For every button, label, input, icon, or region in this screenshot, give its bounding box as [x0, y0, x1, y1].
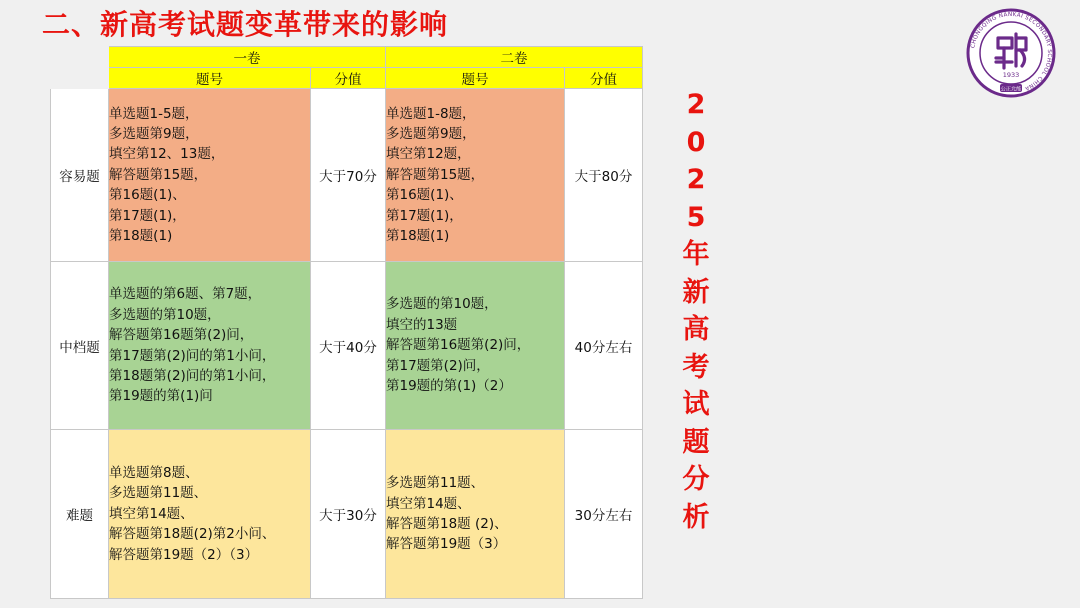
corner-blank — [51, 47, 109, 68]
question-line: 第17题(1)， — [109, 207, 186, 224]
vertical-caption-char: 高 — [682, 314, 710, 345]
question-line: 解答题第19题（2）（3） — [109, 546, 259, 563]
vertical-caption — [680, 86, 712, 536]
question-line: 第16题(1)、 — [109, 187, 186, 204]
header-paper-2: 二卷 — [386, 47, 643, 68]
question-line: 解答题第18题 (2)、 — [386, 516, 508, 532]
question-line: 多选题第9题， — [109, 125, 199, 142]
question-line: 单选题1-5题， — [109, 105, 199, 122]
question-line: 单选题第8题、 — [109, 464, 199, 481]
question-line: 多选题第9题， — [386, 125, 476, 142]
vertical-caption-char: 试 — [682, 389, 710, 420]
question-line: 解答题第19题（3） — [386, 536, 507, 553]
question-line: 第19题的第(1)（2） — [386, 378, 512, 395]
question-line: 解答题第18题(2)第2小问、 — [109, 526, 276, 543]
paper2-questions — [386, 89, 565, 262]
row-label: 容易题 — [51, 89, 109, 262]
paper1-score: 大于30分 — [311, 430, 386, 599]
question-line: 填空的13题 — [386, 316, 458, 333]
exam-comparison-table — [50, 46, 643, 599]
question-line: 第19题的第(1)问 — [109, 388, 213, 405]
vertical-caption-char: 2 — [686, 164, 706, 195]
vertical-caption-char: 题 — [682, 426, 710, 458]
question-line: 第17题第(2)问， — [386, 357, 490, 374]
header-paper-1: 一卷 — [109, 47, 386, 68]
vertical-caption-char: 析 — [682, 501, 710, 533]
vertical-caption-char: 0 — [686, 126, 706, 158]
question-line: 第18题第(2)问的第1小问， — [109, 367, 276, 384]
paper1-questions — [109, 89, 311, 262]
question-line: 第18题(1) — [386, 228, 450, 245]
paper2-score: 大于80分 — [565, 89, 643, 262]
question-line: 第17题第(2)问的第1小问， — [109, 347, 276, 364]
question-line: 解答题第16题第(2)问， — [386, 337, 531, 354]
question-line: 第18题(1) — [109, 228, 173, 245]
question-line: 解答题第15题， — [386, 166, 485, 183]
header-question-2: 题号 — [386, 68, 565, 89]
vertical-caption-char: 新 — [682, 276, 710, 308]
question-line: 填空第14题、 — [386, 495, 471, 512]
question-line: 多选题的第10题， — [109, 306, 221, 323]
seal-year: 1933 — [1002, 71, 1020, 79]
vertical-caption-char: 年 — [682, 239, 710, 270]
question-line: 多选题第11题、 — [386, 475, 485, 492]
question-line: 单选题的第6题、第7题， — [109, 286, 262, 303]
table-row-medium — [51, 262, 643, 430]
paper2-questions — [386, 262, 565, 430]
question-line: 解答题第16题第(2)问， — [109, 327, 254, 344]
question-line: 第16题(1)、 — [386, 187, 463, 204]
paper1-questions — [109, 430, 311, 599]
row-label: 难题 — [51, 430, 109, 599]
header-question-1: 题号 — [109, 68, 311, 89]
vertical-caption-char: 5 — [686, 201, 706, 233]
paper1-score: 大于40分 — [311, 262, 386, 430]
question-line: 填空第12题， — [386, 146, 471, 163]
question-line: 填空第14题、 — [109, 505, 194, 522]
table-row-easy — [51, 89, 643, 262]
question-line: 单选题1-8题， — [386, 105, 476, 122]
header-score-1: 分值 — [311, 68, 386, 89]
school-seal-icon — [966, 8, 1056, 98]
question-line: 填空第12、13题， — [109, 146, 225, 163]
vertical-caption-char: 2 — [686, 89, 706, 120]
seal-ring-text: CHONGQING NANKAI SECONDARY SCHOOL CHINA — [970, 11, 1053, 92]
paper1-score: 大于70分 — [311, 89, 386, 262]
vertical-caption-char: 考 — [682, 351, 710, 383]
question-line: 多选题第11题、 — [109, 485, 208, 502]
question-line: 解答题第15题， — [109, 166, 208, 183]
paper1-questions — [109, 262, 311, 430]
header-score-2: 分值 — [565, 68, 643, 89]
seal-motto: 公正允能 — [1000, 86, 1022, 93]
question-line: 第17题(1)， — [386, 207, 463, 224]
question-line: 多选题的第10题， — [386, 296, 498, 313]
vertical-caption-char: 分 — [682, 464, 710, 495]
corner-blank — [51, 68, 109, 89]
table-row-hard — [51, 430, 643, 599]
paper2-questions — [386, 430, 565, 599]
page-title: 二、新高考试题变革带来的影响 — [42, 8, 449, 41]
row-label: 中档题 — [51, 262, 109, 430]
paper2-score: 40分左右 — [565, 262, 643, 430]
paper2-score: 30分左右 — [565, 430, 643, 599]
